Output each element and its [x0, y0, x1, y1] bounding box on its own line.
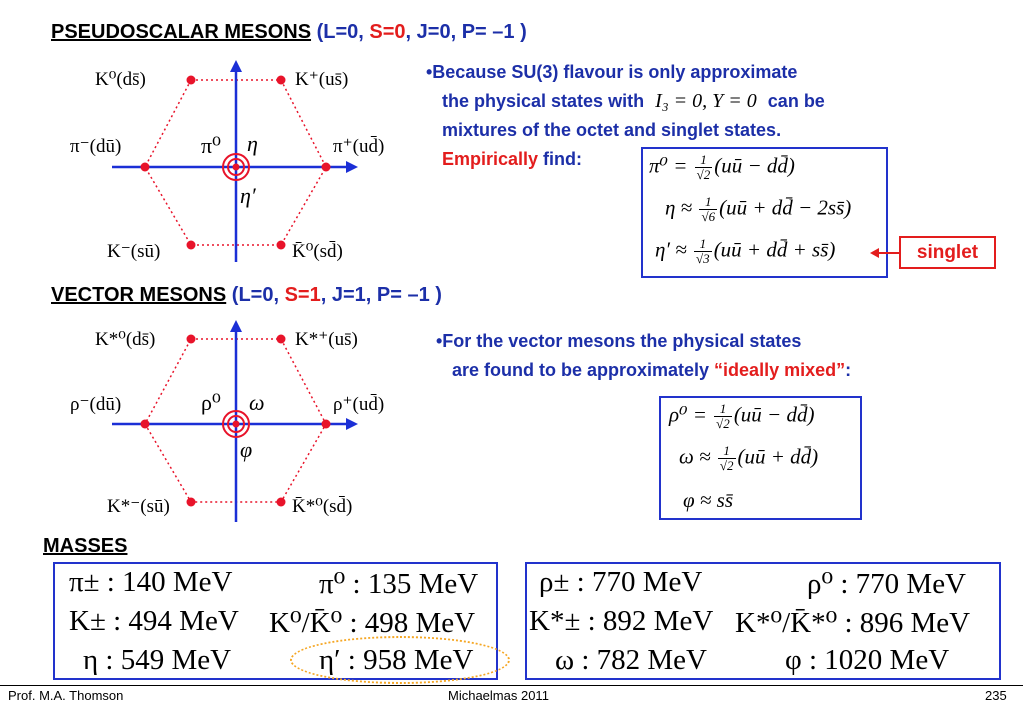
etaprime-rhs: (uū + dd̄ + ss̄)	[713, 237, 836, 262]
mass-kstar-charged: K*± : 892 MeV	[529, 605, 714, 637]
kplus-label: K⁺(us̄)	[295, 69, 349, 90]
frac-num: 1	[694, 237, 712, 252]
vector-params-s: S=1	[284, 284, 321, 306]
phi-label: φ	[240, 437, 253, 462]
etaprime-highlight-ellipse	[290, 636, 510, 684]
frac-1-over-root2	[718, 444, 736, 473]
rho0-lhs: ρ⁰ =	[669, 402, 707, 427]
bullet-line-2	[426, 87, 986, 116]
footer-page-number: 235	[985, 688, 1007, 703]
mass-etaprime: η′ : 958 MeV	[319, 644, 474, 676]
omega-equation	[679, 444, 818, 473]
rhoplus-label: ρ⁺(ud̄)	[333, 394, 385, 415]
mass-phi: φ : 1020 MeV	[785, 644, 950, 676]
mass-rho0: ρ⁰ : 770 MeV	[807, 568, 967, 600]
vector-title: VECTOR MESONS	[51, 284, 227, 306]
pi0-rhs: (uū − dd̄)	[714, 153, 795, 178]
bullet-line-1: •Because SU(3) flavour is only approximate	[426, 62, 798, 82]
bullet-line-2a: the physical states with	[442, 91, 650, 111]
etaprime-label: η′	[240, 183, 256, 208]
empirically-text: Empirically	[442, 149, 539, 169]
find-text: find:	[538, 149, 583, 169]
pi0-label: π⁰	[201, 133, 221, 158]
mass-rho-charged: ρ± : 770 MeV	[539, 566, 703, 598]
vector-equation-box	[659, 396, 862, 520]
eta-rhs: (uū + dd̄ − 2ss̄)	[719, 195, 852, 220]
eta-label: η	[247, 131, 258, 156]
frac-num: 1	[714, 402, 732, 417]
piminus-label: π⁻(dū)	[70, 136, 122, 157]
rho0-equation	[669, 402, 814, 431]
rho0-label: ρ⁰	[201, 390, 221, 415]
phi-equation: φ ≈ ss̄	[683, 488, 733, 512]
rhominus-label: ρ⁻(dū)	[70, 394, 122, 415]
singlet-badge: singlet	[899, 236, 996, 269]
frac-den: √2	[696, 167, 711, 182]
omega-rhs: (uū + dd̄)	[737, 444, 819, 469]
mass-pi-charged: π± : 140 MeV	[69, 566, 233, 598]
bullet-line-2b: can be	[762, 91, 825, 111]
kstar0bar-label: K̄*⁰(sd̄)	[292, 496, 353, 517]
kminus-label: K⁻(sū)	[107, 241, 161, 262]
pseudoscalar-params-s: S=0	[369, 21, 406, 43]
frac-1-over-root2	[695, 153, 713, 182]
vector-params-open: (L=0,	[231, 284, 285, 306]
mass-k-charged: K± : 494 MeV	[69, 605, 239, 637]
masses-title: MASSES	[43, 535, 128, 557]
vector-bullet-line-2	[436, 356, 996, 385]
pseudoscalar-title: PSEUDOSCALAR MESONS	[51, 21, 312, 43]
frac-1-over-root3	[694, 237, 712, 266]
pi0-lhs: π⁰ =	[649, 153, 688, 178]
frac-1-over-root2	[714, 402, 732, 431]
frac-den: √3	[696, 251, 710, 266]
kstar0-label: K*⁰(ds̄)	[95, 329, 156, 350]
omega-lhs: ω ≈	[679, 444, 711, 469]
kstarplus-label: K*⁺(us̄)	[295, 329, 358, 350]
mass-k0: K⁰/K̄⁰ : 498 MeV	[269, 607, 476, 639]
footer-author: Prof. M.A. Thomson	[8, 688, 124, 703]
footer-term: Michaelmas 2011	[448, 688, 549, 703]
vector-bullet-line-1: •For the vector mesons the physical states	[436, 331, 802, 351]
vector-bullet-line-2a: are found to be approximately	[452, 360, 715, 380]
bullet-math-i3y: I₃ = 0, Y = 0	[655, 90, 757, 112]
frac-num: 1	[718, 444, 736, 459]
rho0-rhs: (uū − dd̄)	[733, 402, 815, 427]
frac-num: 1	[695, 153, 713, 168]
vector-bullet	[436, 327, 996, 385]
mass-kstar0: K*⁰/K̄*⁰ : 896 MeV	[735, 607, 971, 639]
eta-equation	[665, 195, 851, 224]
pseudoscalar-equation-box	[641, 147, 888, 278]
mass-omega: ω : 782 MeV	[555, 644, 707, 676]
etaprime-lhs: η′ ≈	[655, 237, 687, 262]
mass-pi0: π⁰ : 135 MeV	[319, 568, 479, 600]
masses-heading	[43, 535, 127, 558]
etaprime-equation	[655, 237, 835, 266]
frac-den: √2	[719, 458, 734, 473]
ideally-mixed-text: “ideally mixed”	[714, 360, 846, 380]
mass-eta: η : 549 MeV	[83, 644, 232, 676]
vector-bullet-line-2c: :	[845, 360, 852, 380]
frac-den: √6	[701, 209, 716, 224]
pseudoscalar-params-open: (L=0,	[316, 21, 370, 43]
frac-num: 1	[699, 195, 717, 210]
piplus-label: π⁺(ud̄)	[333, 136, 385, 157]
vector-params-close: , J=1, P= –1 )	[320, 284, 442, 306]
k0-label: K⁰(ds̄)	[95, 69, 146, 90]
k0bar-label: K̄⁰(sd̄)	[292, 241, 343, 262]
footer-divider	[0, 685, 1023, 686]
vector-masses-box	[525, 562, 1001, 680]
singlet-arrow	[868, 243, 902, 263]
frac-den: √2	[716, 416, 730, 431]
pi0-equation	[649, 153, 795, 182]
omega-label: ω	[249, 390, 265, 415]
bullet-line-3: mixtures of the octet and singlet states.	[442, 120, 782, 140]
frac-1-over-root6	[699, 195, 717, 224]
eta-lhs: η ≈	[665, 195, 693, 220]
kstarminus-label: K*⁻(sū)	[107, 496, 170, 517]
pseudoscalar-params-close: , J=0, P= –1 )	[405, 21, 527, 43]
